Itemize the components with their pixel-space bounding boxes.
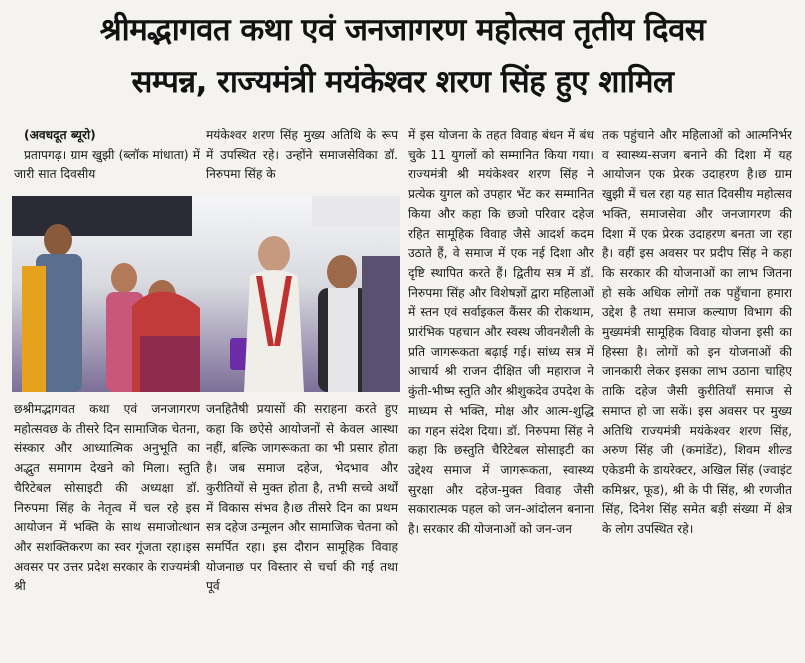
column-2-bottom: जनहितैषी प्रयासों की सराहना करते हुए कहा कि छऐसे आयोजनों से केवल आस्था नहीं, बल्कि जागरूकता का भी प्रसार होता है। जब समाज दहेज, भेदभाव और कुरीतियों से मुक्त होता है, तभी सच्चे अर्थों में विकास संभव है।छ तीसरे दिन का प्रथम सत्र दहेज उन्मूलन और सामाजिक चेतना को समर्पित रहा। इस दौरान सामूहिक विवाह योजनाछ पर विस्तार से चर्चा की गई तथा पूर्व: [206, 402, 398, 594]
headline-line-2: सम्पन्न, राज्यमंत्री मयंकेश्वर शरण सिंह हुए शामिल: [131, 64, 674, 100]
column-2-top: मयंकेश्वर शरण सिंह मुख्य अतिथि के रूप में उपस्थित रहे। उन्होंने समाजसेविका डॉ. निरुपमा सिंह के: [206, 128, 398, 182]
byline: (अवधदूत ब्यूरो): [24, 128, 96, 142]
column-1-top-text: प्रतापगढ़। ग्राम खुझी (ब्लॉक मांधाता) में जारी सात दिवसीय: [14, 147, 200, 182]
headline-line-1: श्रीमद्भागवत कथा एवं जनजागरण महोत्सव तृतीय दिवस: [99, 12, 706, 48]
headline: [0, 4, 805, 108]
column-1-bottom: छश्रीमद्भागवत कथा एवं जनजागरण महोत्सवछ के तीसरे दिन सामाजिक चेतना, संस्कार और आध्यात्मिक अनुभूति का अद्भुत समागम देखने को मिला। स्तुति चैरिटेबल सोसाइटी की अध्यक्षा डॉ. निरुपमा सिंह के नेतृत्व में चल रहे इस आयोजन में भक्ति के साथ समाजोत्थान और सशक्तिकरण का स्वर गूंजता रहा।इस अवसर पर उत्तर प्रदेश सरकार के राज्यमंत्री श्री: [14, 402, 200, 594]
column-3: में इस योजना के तहत विवाह बंधन में बंध चुके 11 युगलों को सम्मानित किया गया। राज्यमंत्री श्री मयंकेश्वर शरण सिंह ने प्रत्येक युगल को उपहार भेंट कर सम्मानित किया और कहा कि छजो परिवार दहेज रहित सामूहिक विवाह जैसे आदर्श कदम उठाते हैं, वे समाज में एक नई दिशा और दृष्टि स्थापित करते हैं। द्वितीय सत्र में डॉ. निरुपमा सिंह और विशेषज्ञों द्वारा महिलाओं में स्तन एवं सर्वाइकल कैंसर की रोकथाम, प्रारंभिक पहचान और स्वस्थ जीवनशैली के प्रति जागरूकता बढ़ाई गई। सांध्य सत्र में आचार्य श्री राजन दीक्षित जी महाराज ने कुंती-भीष्म स्तुति और श्रीशुकदेव उपदेश के माध्यम से भक्ति, मोक्ष और आत्म-शुद्धि का गहन संदेश दिया। डॉ. निरुपमा सिंह ने कहा कि छस्तुति चैरिटेबल सोसाइटी का उद्देश्य समाज में जागरूकता, स्वास्थ्य सुरक्षा और दहेज-मुक्त विवाह जैसी सकारात्मक पहल को जन-आंदोलन बनाना है। सरकार की योजनाओं को जन-जन: [408, 128, 594, 537]
column-4: तक पहुंचाने और महिलाओं को आत्मनिर्भर व स्वास्थ्य-सजग बनाने की दिशा में यह आयोजन एक प्रेरक उदाहरण है।छ ग्राम खुझी में चल रहा यह सात दिवसीय महोत्सव भक्ति, समाजसेवा और जनजागरण की दिशा में एक प्रेरक उदाहरण बनता जा रहा है। वहीं इस अवसर पर प्रदीप सिंह ने कहा कि सरकार की योजनाओं का लाभ जितना हो सके अधिक लोगों तक पहुँचाना हमारा उद्देश है तथा समाज कल्याण विभाग की मुख्यमंत्री सामूहिक विवाह योजना इसी का हिस्सा है। लोगों को इन योजनाओं की जानकारी लेकर इसका लाभ उठाना चाहिए ताकि दहेज जैसी कुरीतियाँ समाज से समाप्त हो जा सकें। इस अवसर पर मुख्य अतिथि राज्यमंत्री मयंकेश्वर शरण सिंह, अरुण सिंह जी (कमांडेंट), शिवम शील्ड एकेडमी के डायरेक्टर, अखिल सिंह (ज्वाइंट कमिश्नर, फूड), श्री के पी सिंह, श्री रणजीत सिंह, दिनेश सिंह समेत बड़ी संख्या में क्षेत्र के लोग उपस्थित रहे।: [602, 128, 792, 537]
event-photo: [12, 196, 400, 392]
event-photo-icon: [12, 196, 400, 392]
column-1-top: [14, 126, 200, 192]
